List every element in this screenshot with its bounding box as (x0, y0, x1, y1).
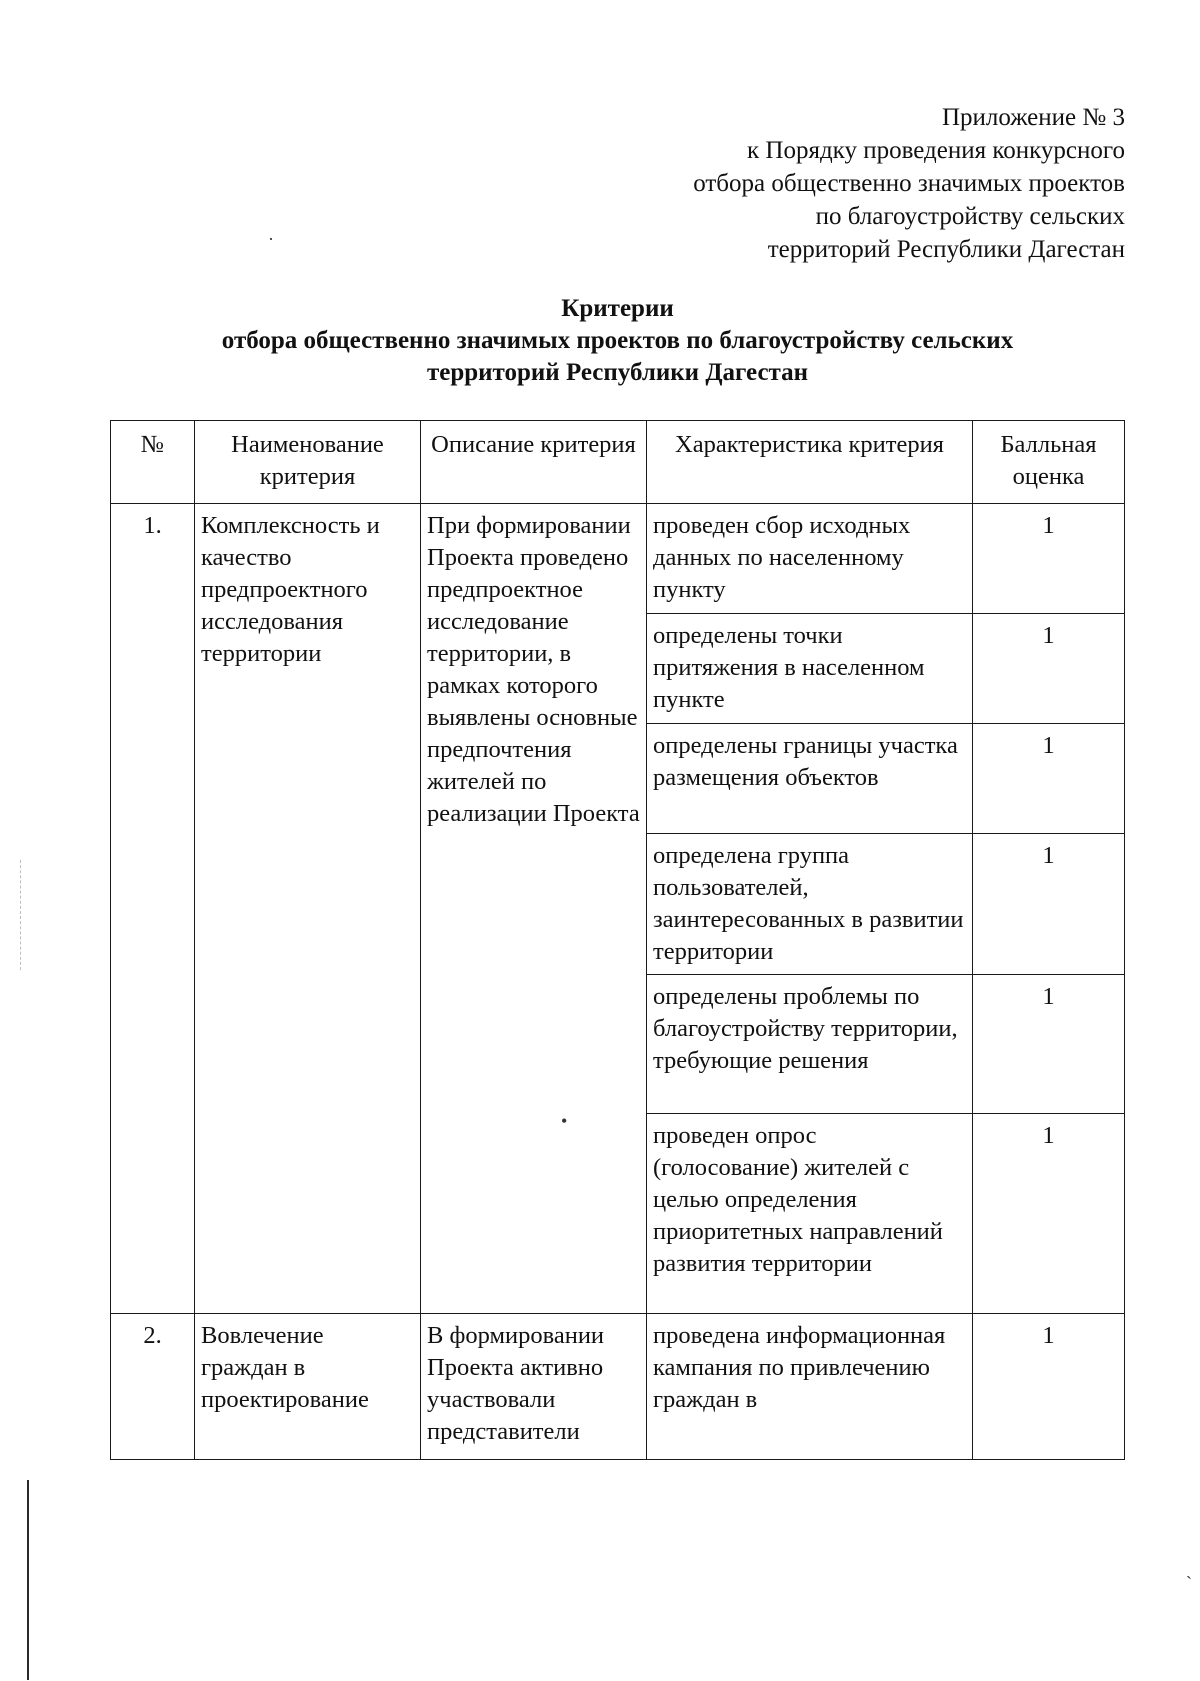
criterion-number: 1. (111, 504, 195, 1314)
header-score: Балльная оценка (973, 421, 1125, 504)
characteristic-cell: проведен опрос (голосование) жителей с целью определения приоритетных направлений развития территории (647, 1114, 973, 1314)
characteristic-cell: проведена информационная кампания по привлечению граждан в (647, 1314, 973, 1460)
scan-artifact (20, 860, 23, 970)
criterion-number: 2. (111, 1314, 195, 1460)
characteristic-cell: определена группа пользователей, заинтересованных в развитии территории (647, 834, 973, 975)
scan-speck: · (268, 229, 274, 249)
score-cell: 1 (973, 614, 1125, 724)
appendix-line: отбора общественно значимых проектов (693, 170, 1125, 197)
score-cell: 1 (973, 1114, 1125, 1314)
title-line: территорий Республики Дагестан (426, 359, 809, 386)
scan-speck: • (561, 1111, 568, 1131)
criterion-name: Вовлечение граждан в проектирование (195, 1314, 421, 1460)
header-characteristic: Характеристика критерия (647, 421, 973, 504)
criteria-table (110, 420, 1125, 1460)
characteristic-cell: определены границы участка размещения объектов (647, 724, 973, 834)
header-description: Описание критерия (421, 421, 647, 504)
title-line: Критерии (561, 295, 674, 322)
appendix-line: территорий Республики Дагестан (767, 236, 1125, 263)
table-row (111, 1314, 1125, 1460)
document-title (110, 293, 1125, 389)
characteristic-cell: проведен сбор исходных данных по населенному пункту (647, 504, 973, 614)
characteristic-cell: определены проблемы по благоустройству территории, требующие решения (647, 975, 973, 1114)
appendix-line: по благоустройству сельских (815, 203, 1125, 230)
scan-speck: ˏ (1186, 1559, 1192, 1579)
header-name: Наименование критерия (195, 421, 421, 504)
appendix-line: к Порядку проведения конкурсного (747, 137, 1125, 164)
table-row (111, 504, 1125, 614)
criterion-description: При формировании Проекта проведено предпроектное исследование территории, в рамках которого выявлены основные предпочтения жителей по реализации Проекта (421, 504, 647, 1314)
header-num: № (111, 421, 195, 504)
title-line: отбора общественно значимых проектов по благоустройству сельских (221, 327, 1014, 354)
criterion-description: В формировании Проекта активно участвовали представители (421, 1314, 647, 1460)
score-cell: 1 (973, 504, 1125, 614)
scan-edge-line (27, 1480, 29, 1680)
score-cell: 1 (973, 975, 1125, 1114)
appendix-note (693, 101, 1125, 266)
score-cell: 1 (973, 834, 1125, 975)
appendix-line: Приложение № 3 (941, 104, 1125, 131)
table-header-row (111, 421, 1125, 504)
characteristic-cell: определены точки притяжения в населенном пункте (647, 614, 973, 724)
score-cell: 1 (973, 1314, 1125, 1460)
score-cell: 1 (973, 724, 1125, 834)
criterion-name: Комплексность и качество предпроектного исследования территории (195, 504, 421, 1314)
